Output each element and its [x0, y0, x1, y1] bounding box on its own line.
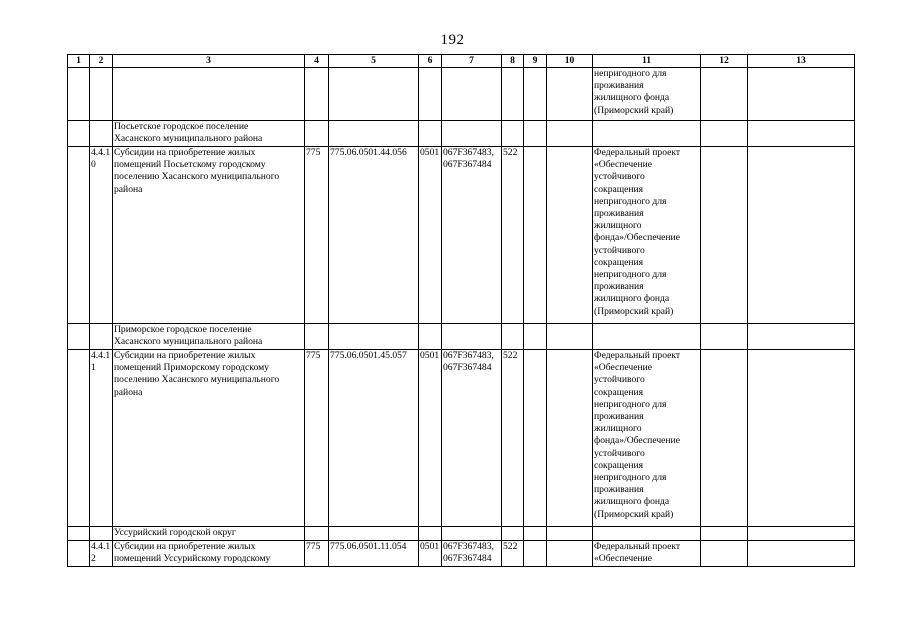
item-description: Субсидии на приобретение жилых помещений Уссурийскому городскому	[113, 541, 305, 567]
budget-code: 775.06.0501.11.054	[329, 541, 419, 567]
column-header: 6	[419, 55, 442, 68]
section-row	[68, 324, 855, 350]
section-title: Приморское городское поселение Хасанского муниципального района	[113, 324, 305, 350]
project-cell: Федеральный проект «Обеспечение устойчивого сокращения непригодного для проживания жилищного фонда»/Обеспечение устойчивого сокращения непригодного для проживания жилищного фонда (Приморский край)	[593, 350, 701, 527]
item-number: 4.4.1 0	[90, 147, 113, 324]
column-header: 12	[701, 55, 748, 68]
section-title: Посьетское городское поселение Хасанского муниципального района	[113, 121, 305, 147]
column-header: 9	[524, 55, 547, 68]
project-cell: Федеральный проект «Обеспечение устойчивого сокращения непригодного для проживания жилищного фонда»/Обеспечение устойчивого сокращения непригодного для проживания жилищного фонда (Приморский край)	[593, 147, 701, 324]
section-row	[68, 121, 855, 147]
section-code: 0501	[419, 350, 442, 527]
budget-code: 775.06.0501.44.056	[329, 147, 419, 324]
target-codes: 067F367483, 067F367484	[442, 541, 502, 567]
section-title: Уссурийский городской округ	[113, 527, 305, 541]
table-row	[68, 541, 855, 567]
ministry-code: 775	[305, 147, 329, 324]
target-codes: 067F367483, 067F367484	[442, 350, 502, 527]
ministry-code: 775	[305, 541, 329, 567]
section-code: 0501	[419, 541, 442, 567]
column-header: 13	[748, 55, 855, 68]
section-row	[68, 527, 855, 541]
column-header: 8	[502, 55, 524, 68]
column-header: 3	[113, 55, 305, 68]
column-header: 2	[90, 55, 113, 68]
item-number: 4.4.1 2	[90, 541, 113, 567]
table-row	[68, 350, 855, 527]
column-header: 5	[329, 55, 419, 68]
budget-code: 775.06.0501.45.057	[329, 350, 419, 527]
project-cell: Федеральный проект «Обеспечение	[593, 541, 701, 567]
item-description: Субсидии на приобретение жилых помещений Посьетскому городскому поселению Хасанского муниципального района	[113, 147, 305, 324]
column-header: 1	[68, 55, 90, 68]
item-number: 4.4.1 1	[90, 350, 113, 527]
target-codes: 067F367483, 067F367484	[442, 147, 502, 324]
table-row	[68, 68, 855, 121]
table-row	[68, 147, 855, 324]
page-number: 192	[440, 32, 465, 48]
expense-type-code: 522	[502, 147, 524, 324]
header-row	[68, 55, 855, 68]
column-header: 7	[442, 55, 502, 68]
item-description: Субсидии на приобретение жилых помещений Приморскому городскому поселению Хасанского муниципального района	[113, 350, 305, 527]
expense-type-code: 522	[502, 350, 524, 527]
column-header: 10	[547, 55, 593, 68]
column-header: 11	[593, 55, 701, 68]
expense-type-code: 522	[502, 541, 524, 567]
section-code: 0501	[419, 147, 442, 324]
project-cell: непригодного для проживания жилищного фонда (Приморский край)	[593, 68, 701, 121]
column-header: 4	[305, 55, 329, 68]
ministry-code: 775	[305, 350, 329, 527]
budget-table	[67, 54, 855, 567]
